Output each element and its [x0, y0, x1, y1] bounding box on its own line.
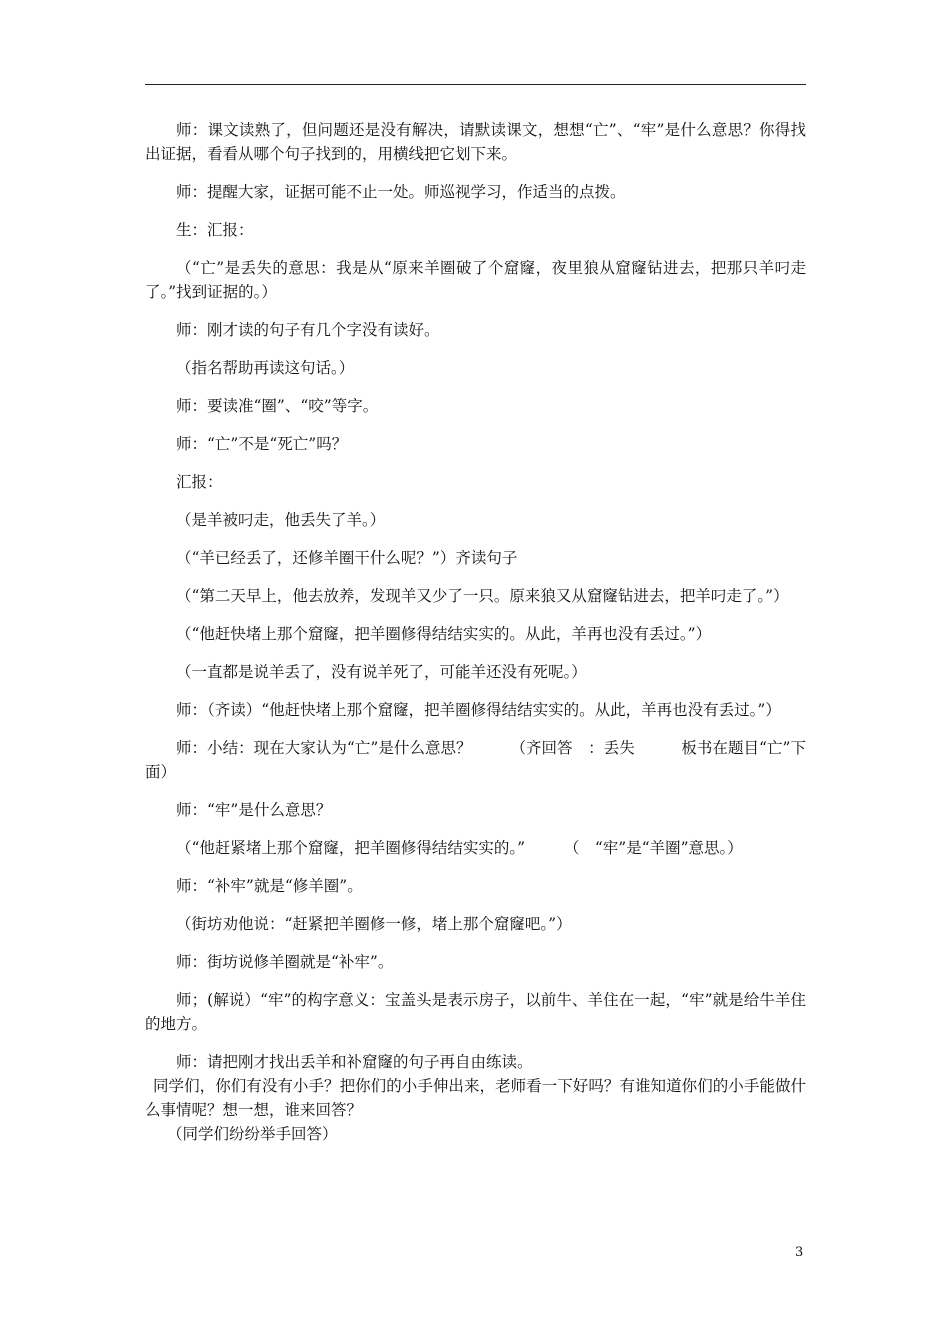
paragraph: （指名帮助再读这句话。）: [176, 359, 355, 377]
paragraph: 同学们，你们有没有小手？把你们的小手伸出来，老师看一下好吗？有谁知道你们的小手能做什么事情呢？想一想，谁来回答？: [145, 1077, 806, 1119]
paragraph: 师：要读准“圈”、“咬”等字。: [176, 397, 379, 415]
paragraph: 师：刚才读的句子有几个字没有读好。: [176, 321, 440, 339]
paragraph: （同学们纷纷举手回答）: [167, 1125, 338, 1143]
paragraph: （“他赶快堵上那个窟窿，把羊圈修得结结实实的。从此，羊再也没有丢过。”）: [176, 625, 712, 643]
paragraph: （“亡”是丢失的意思：我是从“原来羊圈破了个窟窿，夜里狼从窟窿钻进去，把那只羊叼走了。”找到证据的。）: [145, 259, 806, 301]
paragraph: 师：“亡”不是“死亡”吗？: [176, 435, 348, 453]
paragraph: （街坊劝他说：“赶紧把羊圈修一修，堵上那个窟窿吧。”）: [176, 915, 572, 933]
paragraph: 师；(解说）“牢”的构字意义：宝盖头是表示房子，以前牛、羊住在一起，“牢”就是给牛羊住的地方。: [145, 991, 806, 1033]
paragraph: 师：“牢”是什么意思？: [176, 801, 332, 819]
paragraph: 师：请把刚才找出丢羊和补窟窿的句子再自由练读。: [176, 1053, 533, 1071]
paragraph: 师：小结：现在大家认为“亡”是什么意思？ （齐回答 ：丢失 板书在题目“亡”下面）: [145, 739, 806, 781]
paragraph: （“第二天早上，他去放养，发现羊又少了一只。原来狼又从窟窿钻进去，把羊叼走了。”）: [176, 587, 789, 605]
paragraph: 生：汇报：: [176, 221, 254, 239]
paragraph: 师：街坊说修羊圈就是“补牢”。: [176, 953, 394, 971]
paragraph: 师：提醒大家，证据可能不止一处。师巡视学习，作适当的点拨。: [176, 183, 626, 201]
paragraph: （“他赶紧堵上那个窟窿，把羊圈修得结结实实的。” （ “牢”是“羊圈”意思。）: [176, 839, 743, 857]
header-rule: [145, 84, 806, 85]
paragraph: （一直都是说羊丢了，没有说羊死了，可能羊还没有死呢。）: [176, 663, 587, 681]
paragraph: 师：课文读熟了，但问题还是没有解决，请默读课文，想想“亡”、“牢”是什么意思？你得找出证据，看看从哪个句子找到的，用横线把它划下来。: [145, 121, 806, 163]
paragraph: （“羊已经丢了，还修羊圈干什么呢？”）齐读句子: [176, 549, 518, 567]
paragraph: 师：“补牢”就是“修羊圈”。: [176, 877, 363, 895]
paragraph: 师：（齐读）“他赶快堵上那个窟窿，把羊圈修得结结实实的。从此，羊再也没有丢过。”）: [176, 701, 781, 719]
paragraph: （是羊被叼走，他丢失了羊。）: [176, 511, 386, 529]
page-number: 3: [795, 1245, 804, 1260]
document-body: [145, 118, 806, 1146]
paragraph: 汇报：: [176, 473, 223, 491]
